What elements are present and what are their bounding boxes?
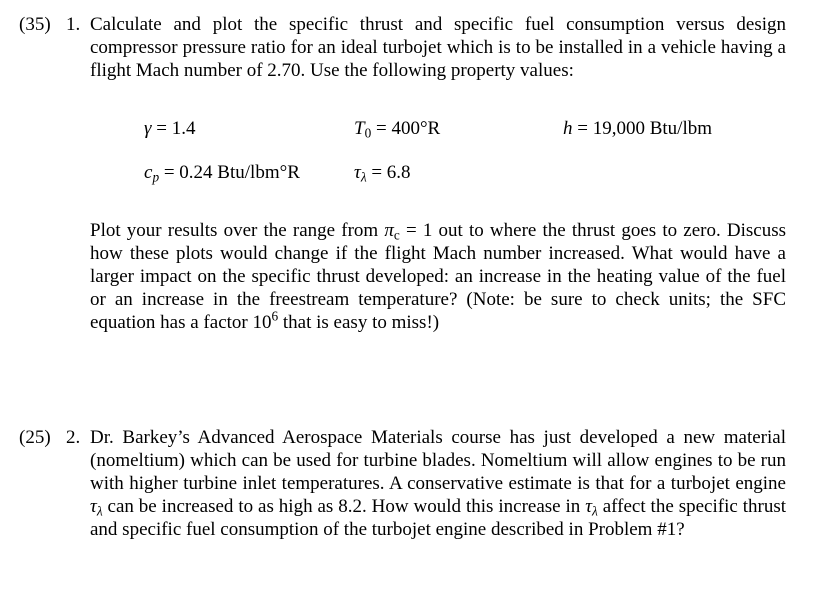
problem-2-part-1: Dr. Barkey’s Advanced Aerospace Materials course has just developed a new material (nomeltium) which can be used for turbine blades. Nomeltium will allow engines to be run with higher turbine inlet temperatures. A conservative estimate is that for a turbojet engine [90,427,786,494]
problem-1-intro [90,13,786,82]
gamma-value: = 1.4 [156,118,196,139]
instructions-part-3: that is easy to miss!) [278,312,440,333]
cp-symbol: c [144,162,153,183]
problem-1-intro-text: Calculate and plot the specific thrust and specific fuel consumption versus design compressor pressure ratio for an ideal turbojet which is to be installed in a vehicle having a flight Mach number of 2.70. Use the following property values: [90,14,786,81]
problem-2-part-2: can be increased to as high as 8.2. How would this increase in [102,496,586,517]
tau-subscript: λ [360,169,367,185]
problem-2-tau-subscript: λ [96,503,103,519]
instructions-part-2: = 1 out to where the thrust goes to zero. Discuss how these plots would change if the flight Mach number increased. What would have a larger impact on the specific thrust developed: an increase in the heating value of the fuel or an increase in the freestream temperature? (Note: be sure to check units; the SFC equation has a factor 10 [90,220,787,333]
param-h [563,118,712,140]
pi-subscript: c [393,227,400,243]
param-gamma [144,118,195,140]
problem-2-tau-symbol: τ [90,496,97,517]
param-t0 [354,118,440,140]
t0-value: = 400°R [375,118,441,139]
problem-1-instructions-text [90,219,786,334]
problem-2-part-3: affect the specific thrust and specific fuel consumption of the turbojet engine described in Problem #1? [90,496,786,540]
tau-symbol: τ [354,162,361,183]
tau-value: = 6.8 [371,162,411,183]
t0-symbol: T [354,118,365,139]
h-value: = 19,000 Btu/lbm [577,118,713,139]
param-cp [144,162,300,184]
cp-subscript: p [152,169,160,185]
param-tau-lambda [354,162,411,184]
problem-2-tau2-symbol: τ [585,496,593,517]
exponent: 6 [271,308,279,324]
problem-2-points: (25) [19,427,51,448]
t0-subscript: 0 [364,125,372,141]
gamma-symbol: γ [144,118,152,139]
problem-2-tau2-subscript: λ [592,503,598,519]
problem-1-number: 1. [66,14,81,35]
problem-2-number: 2. [66,427,81,448]
pi-symbol: π [384,220,394,241]
h-symbol: h [563,118,573,139]
problem-2-text [90,426,786,541]
problem-1-points: (35) [19,14,51,35]
instructions-part-1: Plot your results over the range from [90,220,385,241]
cp-value: = 0.24 Btu/lbm°R [163,162,300,183]
